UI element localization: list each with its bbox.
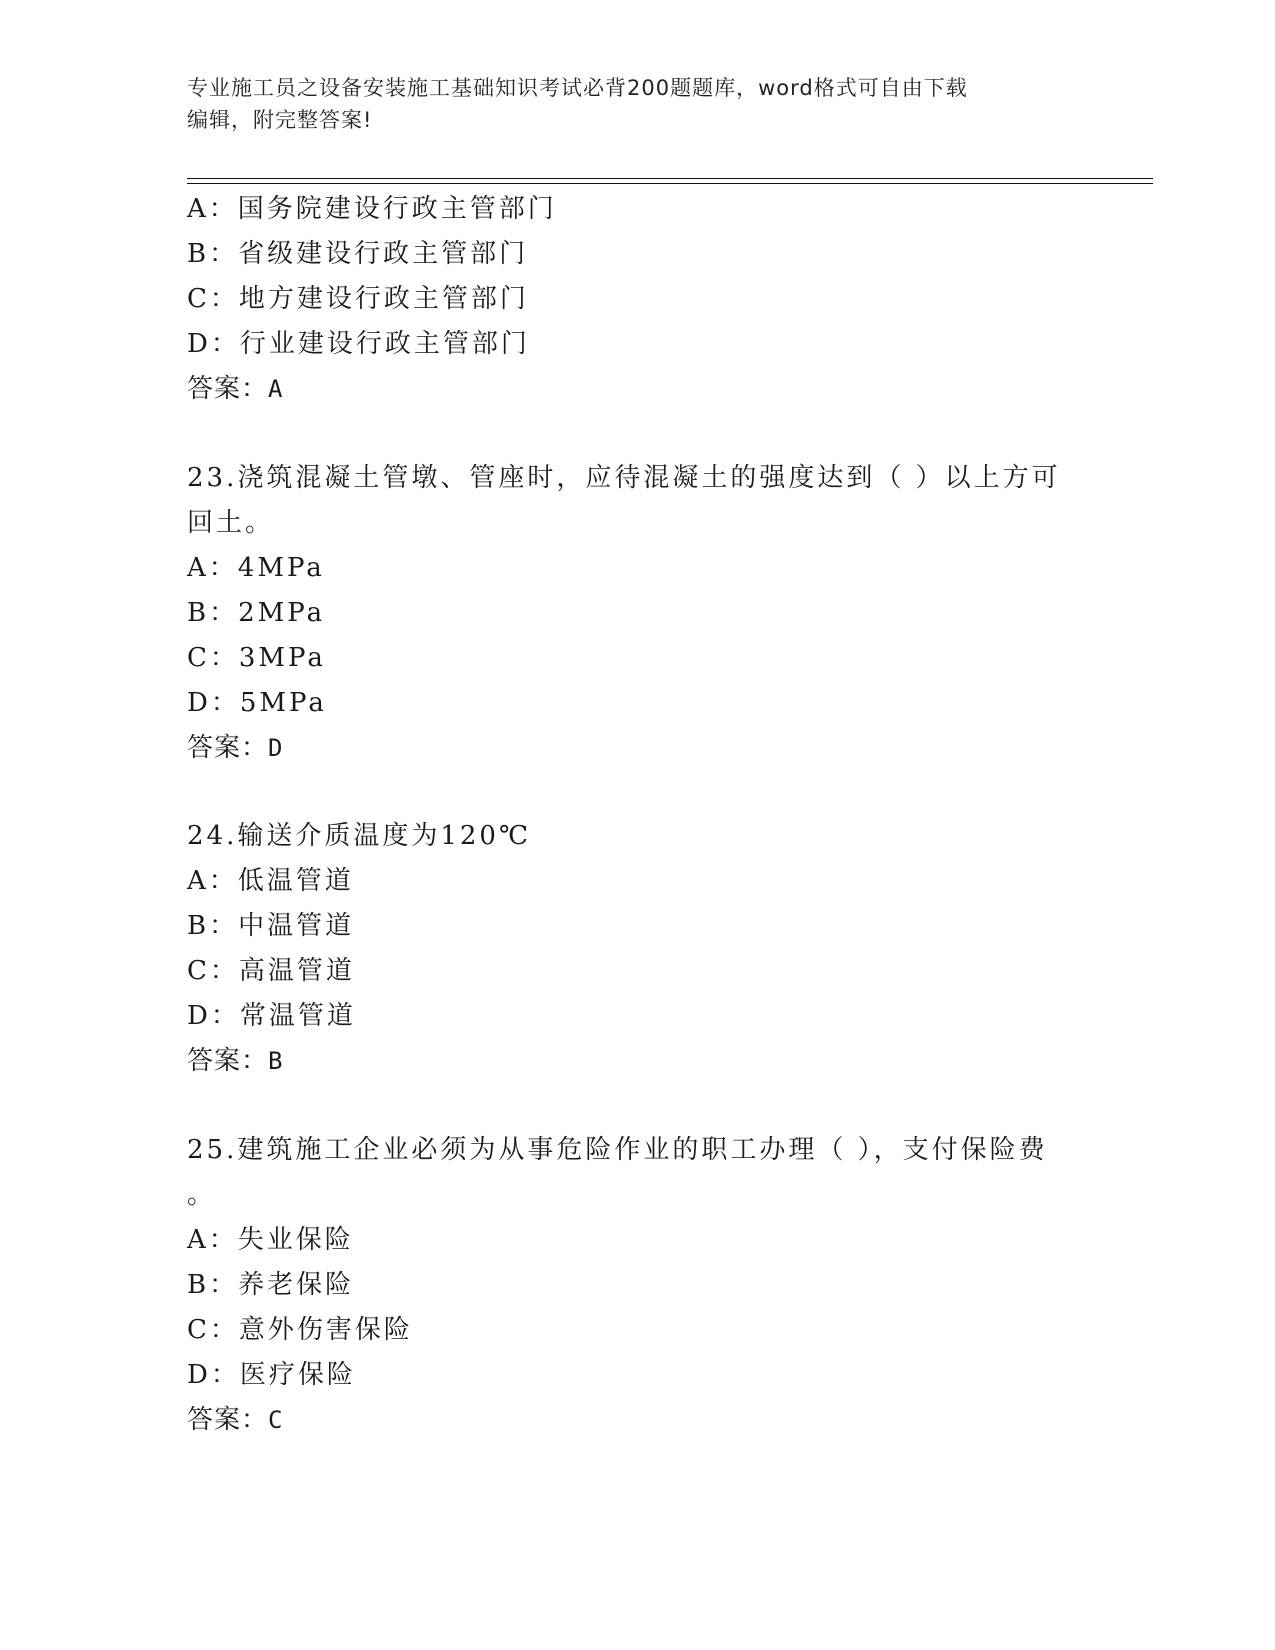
header-title-line-1: 专业施工员之设备安装施工基础知识考试必背200题题库，word格式可自由下载 (187, 76, 968, 100)
q22-answer-value: A (268, 375, 284, 403)
q22-option-c: C：地方建设行政主管部门 (187, 284, 529, 314)
q23-stem-line-2: 回土。 (187, 508, 275, 538)
q25-answer (187, 1404, 283, 1436)
q22-option-d: D：行业建设行政主管部门 (187, 329, 530, 359)
q23-option-c: C：3MPa (187, 643, 326, 673)
q24-stem-line-1: 24.输送介质温度为120℃ (187, 821, 532, 851)
q25-answer-value: C (268, 1406, 284, 1434)
q24-answer-value: B (268, 1047, 284, 1075)
q24-option-b: B：中温管道 (187, 911, 355, 941)
q25-option-c: C：意外伤害保险 (187, 1315, 413, 1345)
q24-answer-label: 答案： (187, 1046, 269, 1076)
q22-option-b: B：省级建设行政主管部门 (187, 239, 529, 269)
q25-answer-label: 答案： (187, 1405, 269, 1435)
q24-option-c: C：高温管道 (187, 956, 355, 986)
q23-option-d: D：5MPa (187, 688, 327, 718)
q23-option-b: B：2MPa (187, 598, 326, 628)
q24-option-a: A：低温管道 (187, 866, 354, 896)
q24-answer (187, 1045, 283, 1077)
q22-option-a: A：国务院建设行政主管部门 (187, 194, 557, 224)
header-rule-top (187, 178, 1153, 179)
q23-stem-line-1: 23.浇筑混凝土管墩、管座时，应待混凝土的强度达到（ ）以上方可 (187, 463, 1061, 493)
q25-option-a: A：失业保险 (187, 1225, 354, 1255)
q25-option-b: B：养老保险 (187, 1270, 355, 1300)
q25-option-d: D：医疗保险 (187, 1360, 356, 1390)
header-rule-bottom (187, 183, 1153, 184)
q22-answer (187, 373, 283, 405)
document-header (187, 72, 1067, 136)
q25-stem-line-2: 。 (187, 1180, 217, 1210)
q23-answer (187, 732, 283, 764)
q22-answer-label: 答案： (187, 374, 269, 404)
q24-option-d: D：常温管道 (187, 1001, 356, 1031)
header-title-line-2: 编辑，附完整答案! (187, 108, 373, 132)
q23-answer-value: D (268, 734, 284, 762)
q23-option-a: A：4MPa (187, 553, 325, 583)
q23-answer-label: 答案： (187, 733, 269, 763)
q25-stem-line-1: 25.建筑施工企业必须为从事危险作业的职工办理（ ），支付保险费 (187, 1135, 1048, 1165)
